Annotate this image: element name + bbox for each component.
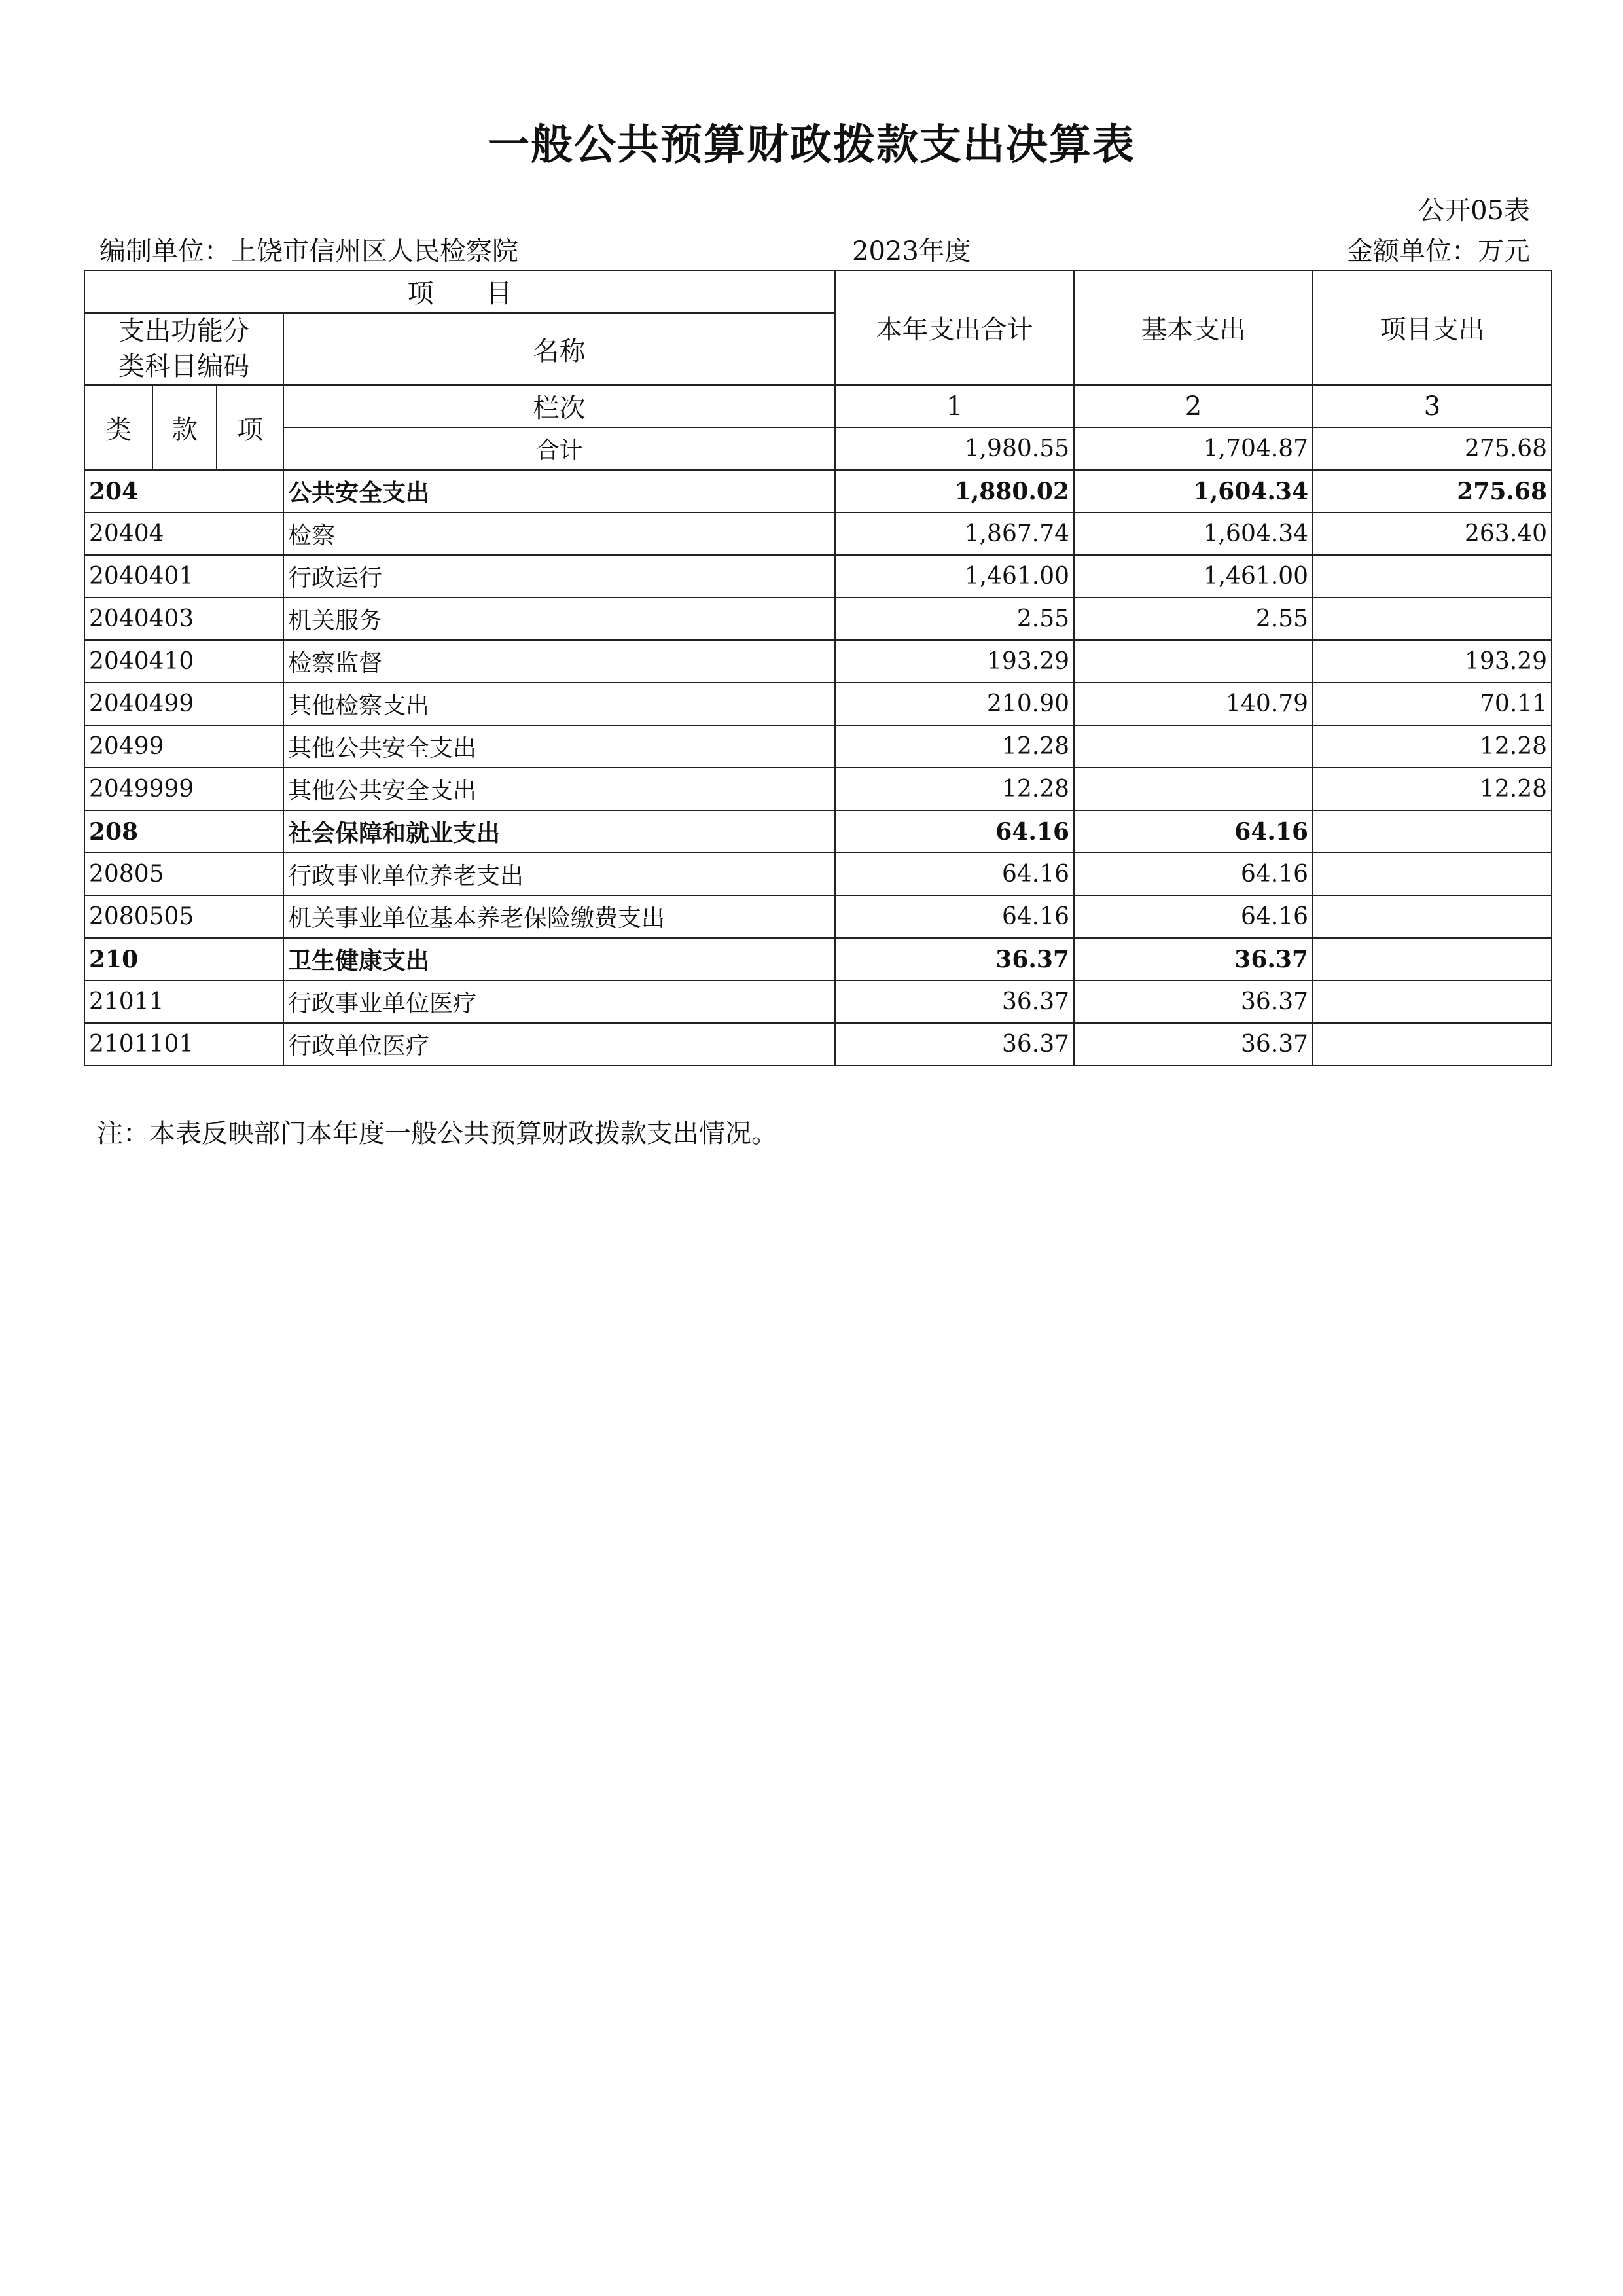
header-col1: 1 bbox=[835, 385, 1074, 427]
sum-label: 合计 bbox=[283, 427, 835, 470]
table-row bbox=[84, 555, 1552, 598]
row-project bbox=[1313, 853, 1552, 895]
table-row bbox=[84, 1023, 1552, 1066]
row-code: 2040410 bbox=[84, 640, 283, 683]
row-name: 社会保障和就业支出 bbox=[283, 810, 835, 853]
row-name: 行政事业单位养老支出 bbox=[283, 853, 835, 895]
row-basic: 2.55 bbox=[1074, 598, 1313, 640]
row-total: 1,880.02 bbox=[835, 470, 1074, 512]
row-code: 204 bbox=[84, 470, 283, 512]
row-project bbox=[1313, 895, 1552, 938]
table-row bbox=[84, 598, 1552, 640]
row-code: 2040403 bbox=[84, 598, 283, 640]
table-row bbox=[84, 938, 1552, 980]
header-lei: 类 bbox=[84, 385, 152, 470]
row-code: 208 bbox=[84, 810, 283, 853]
header-project-col: 项目支出 bbox=[1313, 270, 1552, 385]
row-basic: 140.79 bbox=[1074, 683, 1313, 725]
header-project: 项 目 bbox=[84, 270, 835, 313]
table-row bbox=[84, 895, 1552, 938]
table-row bbox=[84, 725, 1552, 768]
header-lanci: 栏次 bbox=[283, 385, 835, 427]
header-col2: 2 bbox=[1074, 385, 1313, 427]
row-total: 1,867.74 bbox=[835, 512, 1074, 555]
row-basic: 1,461.00 bbox=[1074, 555, 1313, 598]
row-name: 卫生健康支出 bbox=[283, 938, 835, 980]
row-basic: 64.16 bbox=[1074, 853, 1313, 895]
form-number: 公开05表 bbox=[1418, 196, 1530, 226]
row-total: 1,461.00 bbox=[835, 555, 1074, 598]
row-code: 20499 bbox=[84, 725, 283, 768]
table-row bbox=[84, 810, 1552, 853]
row-total: 193.29 bbox=[835, 640, 1074, 683]
row-basic bbox=[1074, 640, 1313, 683]
header-code-group bbox=[84, 313, 283, 385]
row-code: 20404 bbox=[84, 512, 283, 555]
table-row bbox=[84, 768, 1552, 810]
row-code: 2040401 bbox=[84, 555, 283, 598]
row-total: 210.90 bbox=[835, 683, 1074, 725]
row-total: 2.55 bbox=[835, 598, 1074, 640]
row-basic: 1,604.34 bbox=[1074, 470, 1313, 512]
row-basic: 36.37 bbox=[1074, 980, 1313, 1023]
row-name: 其他公共安全支出 bbox=[283, 768, 835, 810]
row-name: 行政单位医疗 bbox=[283, 1023, 835, 1066]
row-project: 12.28 bbox=[1313, 725, 1552, 768]
row-code: 210 bbox=[84, 938, 283, 980]
row-basic: 64.16 bbox=[1074, 895, 1313, 938]
row-total: 36.37 bbox=[835, 1023, 1074, 1066]
fiscal-year: 2023年度 bbox=[852, 236, 971, 266]
table-row bbox=[84, 980, 1552, 1023]
row-project bbox=[1313, 598, 1552, 640]
row-name: 其他公共安全支出 bbox=[283, 725, 835, 768]
row-name: 行政事业单位医疗 bbox=[283, 980, 835, 1023]
row-basic: 36.37 bbox=[1074, 938, 1313, 980]
row-name: 其他检察支出 bbox=[283, 683, 835, 725]
row-project bbox=[1313, 980, 1552, 1023]
row-total: 12.28 bbox=[835, 725, 1074, 768]
row-name: 检察 bbox=[283, 512, 835, 555]
row-basic: 36.37 bbox=[1074, 1023, 1313, 1066]
row-name: 行政运行 bbox=[283, 555, 835, 598]
header-total-col: 本年支出合计 bbox=[835, 270, 1074, 385]
row-total: 36.37 bbox=[835, 938, 1074, 980]
table-row bbox=[84, 640, 1552, 683]
page-title: 一般公共预算财政拨款支出决算表 bbox=[488, 120, 1135, 170]
row-name: 机关事业单位基本养老保险缴费支出 bbox=[283, 895, 835, 938]
row-code: 2040499 bbox=[84, 683, 283, 725]
row-total: 64.16 bbox=[835, 810, 1074, 853]
row-basic bbox=[1074, 725, 1313, 768]
row-code: 2080505 bbox=[84, 895, 283, 938]
row-code: 2049999 bbox=[84, 768, 283, 810]
row-code: 21011 bbox=[84, 980, 283, 1023]
header-name: 名称 bbox=[283, 313, 835, 385]
compiling-unit: 编制单位：上饶市信州区人民检察院 bbox=[99, 236, 518, 266]
row-project: 193.29 bbox=[1313, 640, 1552, 683]
header-xiang: 项 bbox=[217, 385, 283, 470]
row-code: 20805 bbox=[84, 853, 283, 895]
header-code-group-line1: 支出功能分 bbox=[118, 316, 249, 346]
meta-row bbox=[99, 230, 1530, 267]
header-basic-col: 基本支出 bbox=[1074, 270, 1313, 385]
row-basic bbox=[1074, 768, 1313, 810]
table-row bbox=[84, 683, 1552, 725]
row-total: 64.16 bbox=[835, 853, 1074, 895]
row-project: 12.28 bbox=[1313, 768, 1552, 810]
row-total: 12.28 bbox=[835, 768, 1074, 810]
row-project: 275.68 bbox=[1313, 470, 1552, 512]
sum-basic: 1,704.87 bbox=[1074, 427, 1313, 470]
expenditure-table bbox=[84, 270, 1552, 1066]
row-basic: 64.16 bbox=[1074, 810, 1313, 853]
row-name: 检察监督 bbox=[283, 640, 835, 683]
row-project bbox=[1313, 810, 1552, 853]
sum-total: 1,980.55 bbox=[835, 427, 1074, 470]
row-project bbox=[1313, 555, 1552, 598]
row-basic: 1,604.34 bbox=[1074, 512, 1313, 555]
row-total: 64.16 bbox=[835, 895, 1074, 938]
header-code-group-line2: 类科目编码 bbox=[118, 351, 249, 382]
sum-project: 275.68 bbox=[1313, 427, 1552, 470]
currency-unit: 金额单位：万元 bbox=[1347, 236, 1530, 266]
row-name: 机关服务 bbox=[283, 598, 835, 640]
row-name: 公共安全支出 bbox=[283, 470, 835, 512]
header-kuan: 款 bbox=[152, 385, 217, 470]
row-project bbox=[1313, 1023, 1552, 1066]
table-row bbox=[84, 853, 1552, 895]
row-project bbox=[1313, 938, 1552, 980]
footnote: 注：本表反映部门本年度一般公共预算财政拨款支出情况。 bbox=[97, 1119, 777, 1149]
table-row bbox=[84, 512, 1552, 555]
row-total: 36.37 bbox=[835, 980, 1074, 1023]
header-col3: 3 bbox=[1313, 385, 1552, 427]
row-project: 263.40 bbox=[1313, 512, 1552, 555]
table-row bbox=[84, 470, 1552, 512]
row-project: 70.11 bbox=[1313, 683, 1552, 725]
row-code: 2101101 bbox=[84, 1023, 283, 1066]
